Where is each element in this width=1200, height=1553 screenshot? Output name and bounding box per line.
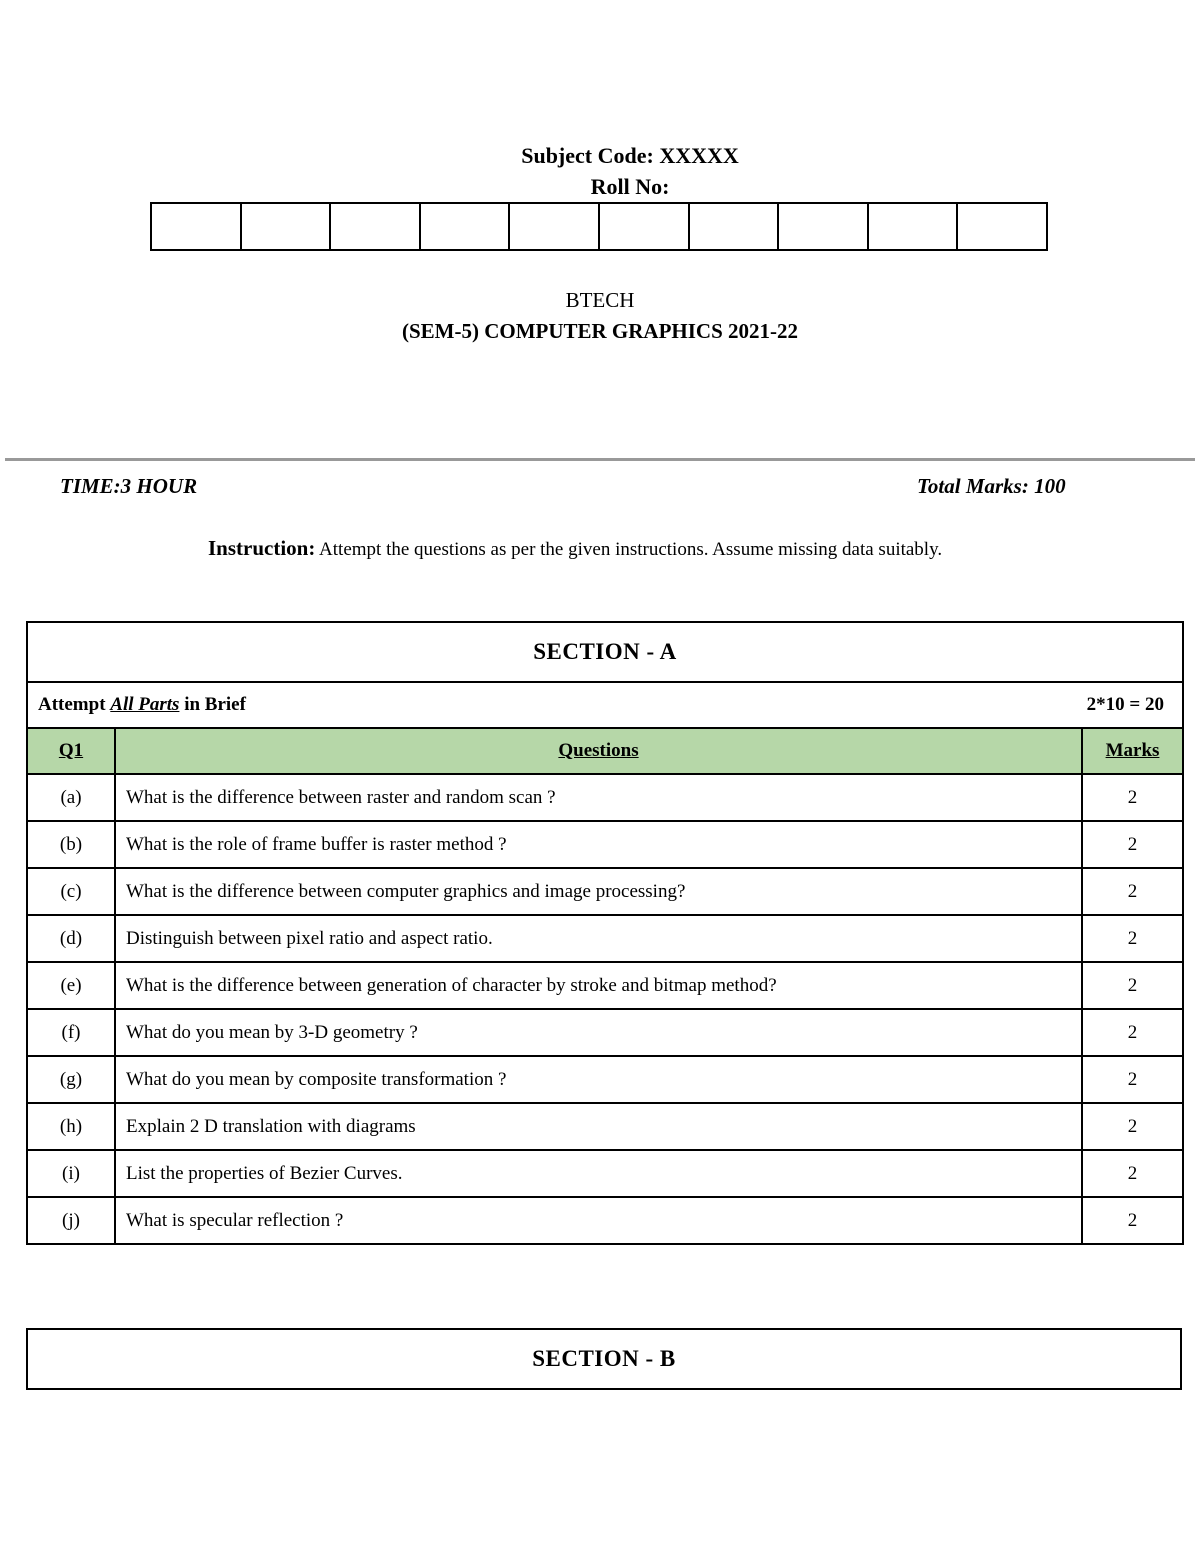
question-marks: 2 [1082, 821, 1183, 868]
marks-formula: 2*10 = 20 [1086, 694, 1164, 715]
section-a-table [26, 621, 1184, 1245]
roll-number-cell[interactable] [690, 204, 780, 249]
question-text: What is the role of frame buffer is raster method ? [115, 821, 1082, 868]
section-a-title: SECTION - A [27, 622, 1183, 682]
question-marks: 2 [1082, 915, 1183, 962]
attempt-instruction [38, 694, 246, 716]
program-name: BTECH [565, 288, 635, 312]
course-title: (SEM-5) COMPUTER GRAPHICS 2021-22 [401, 319, 799, 343]
table-row [27, 774, 1183, 821]
exam-time: TIME:3 HOUR [60, 474, 198, 498]
table-row [27, 915, 1183, 962]
instruction-text: Attempt the questions as per the given instructions. Assume missing data suitably. [315, 539, 943, 560]
column-header-questions: Questions [115, 728, 1082, 774]
question-label: (c) [27, 868, 115, 915]
roll-number-cell[interactable] [510, 204, 600, 249]
question-marks: 2 [1082, 1056, 1183, 1103]
attempt-emphasis: All Parts [110, 694, 180, 715]
question-marks: 2 [1082, 1150, 1183, 1197]
table-row [27, 962, 1183, 1009]
question-text: Explain 2 D translation with diagrams [115, 1103, 1082, 1150]
instruction-label: Instruction: [208, 536, 316, 560]
table-row [27, 1103, 1183, 1150]
roll-number-cell[interactable] [869, 204, 959, 249]
question-text: What is specular reflection ? [115, 1197, 1082, 1244]
question-label: (a) [27, 774, 115, 821]
roll-number-cell[interactable] [421, 204, 511, 249]
table-row [27, 1056, 1183, 1103]
roll-number-cell[interactable] [152, 204, 242, 249]
roll-number-cell[interactable] [242, 204, 332, 249]
question-text: What do you mean by composite transformation ? [115, 1056, 1082, 1103]
question-label: (d) [27, 915, 115, 962]
table-row [27, 821, 1183, 868]
instruction [208, 536, 942, 561]
question-text: What is the difference between computer graphics and image processing? [115, 868, 1082, 915]
question-text: What is the difference between raster and random scan ? [115, 774, 1082, 821]
table-row [27, 1009, 1183, 1056]
question-marks: 2 [1082, 1197, 1183, 1244]
attempt-prefix: Attempt [38, 694, 111, 715]
question-marks: 2 [1082, 1103, 1183, 1150]
roll-number-cell[interactable] [779, 204, 869, 249]
question-label: (i) [27, 1150, 115, 1197]
question-label: (e) [27, 962, 115, 1009]
roll-number-cell[interactable] [958, 204, 1046, 249]
attempt-instruction-row [27, 682, 1183, 728]
question-marks: 2 [1082, 962, 1183, 1009]
question-marks: 2 [1082, 774, 1183, 821]
question-text: What is the difference between generation of character by stroke and bitmap method? [115, 962, 1082, 1009]
question-label: (f) [27, 1009, 115, 1056]
question-label: (g) [27, 1056, 115, 1103]
question-text: What do you mean by 3-D geometry ? [115, 1009, 1082, 1056]
question-text: List the properties of Bezier Curves. [115, 1150, 1082, 1197]
roll-number-cell[interactable] [331, 204, 421, 249]
question-label: (h) [27, 1103, 115, 1150]
roll-number-label: Roll No: [590, 174, 670, 199]
roll-number-cell[interactable] [600, 204, 690, 249]
question-marks: 2 [1082, 868, 1183, 915]
table-row [27, 868, 1183, 915]
header-divider [5, 458, 1195, 461]
total-marks: Total Marks: 100 [917, 474, 1066, 498]
column-header-q: Q1 [27, 728, 115, 774]
question-marks: 2 [1082, 1009, 1183, 1056]
question-label: (j) [27, 1197, 115, 1244]
table-row [27, 1150, 1183, 1197]
subject-code: Subject Code: XXXXX [521, 143, 739, 168]
table-row [27, 1197, 1183, 1244]
question-text: Distinguish between pixel ratio and aspect ratio. [115, 915, 1082, 962]
section-b-title: SECTION - B [26, 1328, 1182, 1390]
attempt-suffix: in Brief [179, 694, 246, 715]
roll-number-boxes [150, 202, 1048, 251]
column-header-marks: Marks [1082, 728, 1183, 774]
question-label: (b) [27, 821, 115, 868]
